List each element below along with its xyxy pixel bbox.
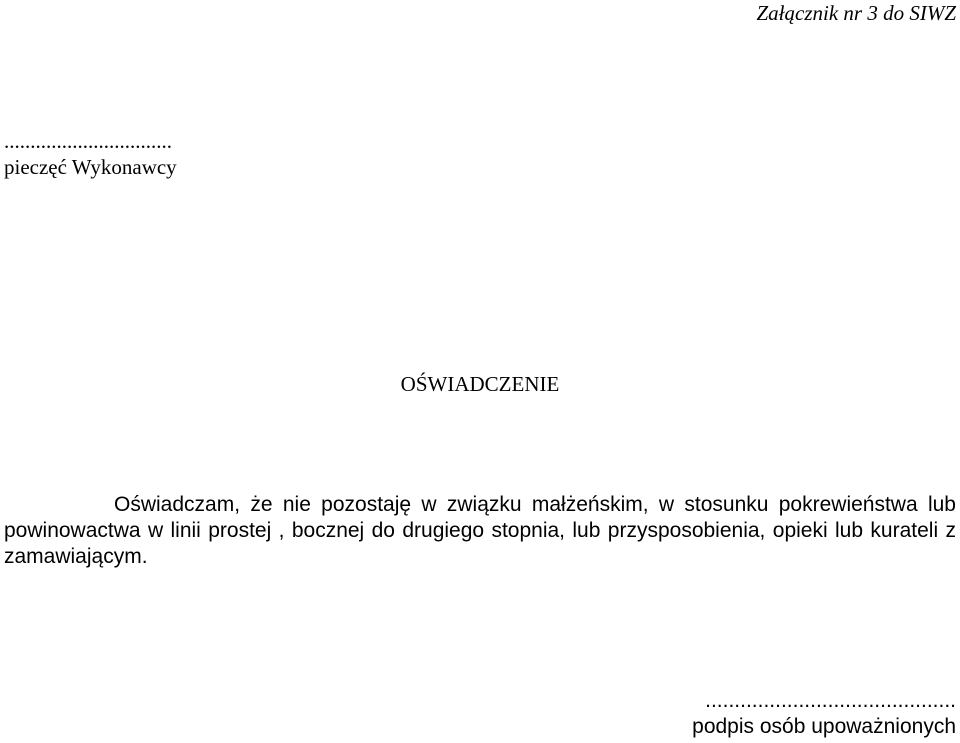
stamp-dotted-line: ................................ [4,129,172,153]
signature-caption: podpis osób upoważnionych [692,715,956,738]
signature-dotted-line: ........................................... [705,689,956,712]
statement-text: Oświadczam, że nie pozostaję w związku małżeńskim, w stosunku pokrewieństwa lub powinowactwa w linii prostej , bocznej do drugiego stopnia, lub przysposobienia, opieki lub kurateli z zamawiającym. [4,493,956,568]
contractor-stamp-block [4,128,177,180]
document-title: OŚWIADCZENIE [400,372,560,396]
signature-block [692,688,956,740]
stamp-caption: pieczęć Wykonawcy [4,155,177,179]
annex-label: Załącznik nr 3 do SIWZ [756,1,956,25]
